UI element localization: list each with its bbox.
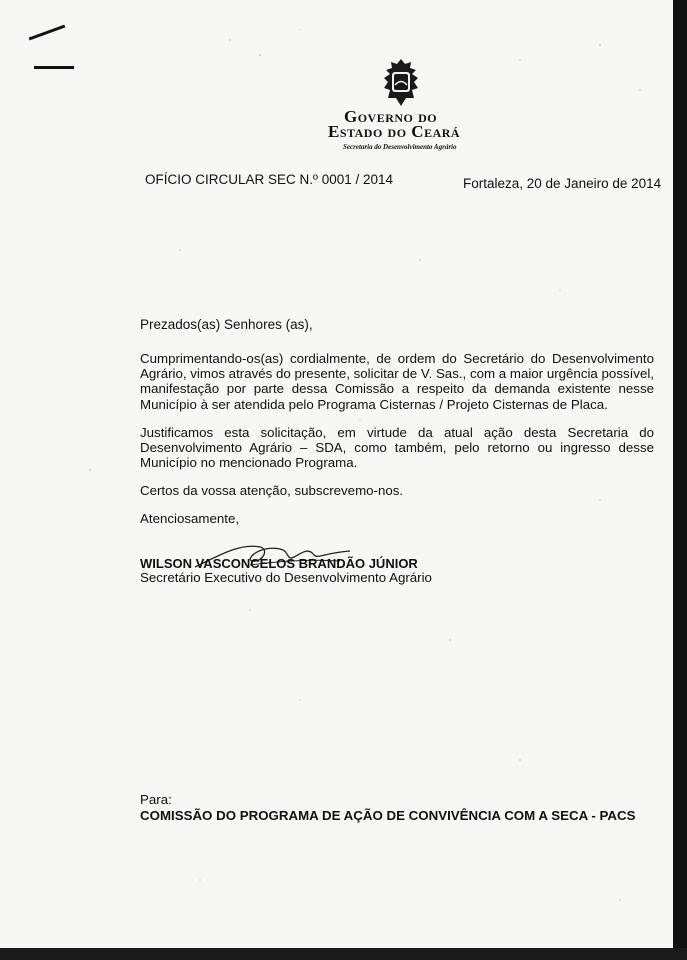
signatory-name: WILSON VASCONCELOS BRANDÃO JÚNIOR [140,556,418,571]
document-reference: OFÍCIO CIRCULAR SEC N.º 0001 / 2014 [145,172,394,187]
scan-border-bottom [0,948,687,960]
letterhead-department: Secretaria do Desenvolvimento Agrário [343,143,457,151]
letterhead-government: Governo do [344,107,438,126]
body-paragraph-1: Cumprimentando-os(as) cordialmente, de ordem do Secretário do Desenvolvimento Agrário, vimos através do presente, solicitar de V. Sas., com a maior urgência possível, manifestação por parte dessa Comissão a respeito da demanda existente nesse Município à ser atendida pelo Programa Cisternas / Projeto Cisternas de Placa. [140,351,654,412]
scan-border-right [673,0,687,960]
body-paragraph-2: Justificamos esta solicitação, em virtude da atual ação desta Secretaria do Desenvolvimento Agrário – SDA, como também, pelo retorno ou ingresso desse Município no mencionado Programa. [140,425,654,471]
pen-mark [29,25,66,41]
regards-line: Atenciosamente, [140,511,240,526]
signatory-title: Secretário Executivo do Desenvolvimento Agrário [140,570,432,585]
addressee-label: Para: [140,792,172,807]
letterhead-state: Estado do Ceará [328,122,461,141]
addressee-name: COMISSÃO DO PROGRAMA DE AÇÃO DE CONVIVÊNCIA COM A SECA - PACS [140,808,636,823]
closing-line: Certos da vossa atenção, subscrevemo-nos. [140,483,404,498]
coat-of-arms-icon [378,58,424,108]
pen-mark [34,66,74,69]
greeting: Prezados(as) Senhores (as), [140,317,313,332]
document-date: Fortaleza, 20 de Janeiro de 2014 [463,176,662,191]
